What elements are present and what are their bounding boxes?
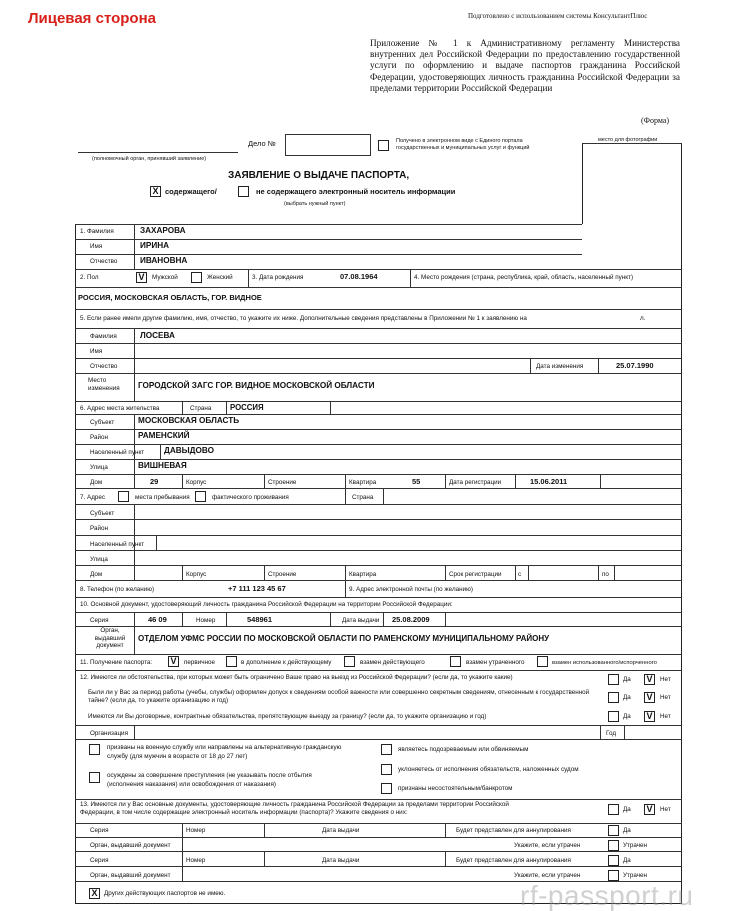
p1-authority-label: Орган, выдавший документ (90, 842, 171, 849)
o1-label: призваны на военную службу или направлены на альтернативную гражданскую службу (для мужчин в возрасте от 18 до 27 лет) (107, 744, 342, 760)
s7-apt-label: Квартира (349, 571, 377, 578)
electronic-checkbox[interactable] (378, 140, 389, 151)
dob-value: 07.08.1964 (340, 272, 378, 281)
col-line (134, 725, 135, 739)
appendix-text: Приложение № 1 к Административному регламенту Министерства внутренних дел Российской Федерации по предоставлению государственной услуги по оформлению и выдаче паспортов гражданина Российской Федерации, удостоверяющих личность гражданина Российской Федерации за пределами территории Российской Федерации (370, 38, 680, 93)
male-label: Мужской (152, 274, 178, 281)
q1-yes-checkbox[interactable] (608, 692, 619, 703)
col-line (383, 488, 384, 504)
col-line (345, 580, 346, 597)
q2-no-checkbox[interactable]: V (644, 711, 655, 722)
s12-q1: Были ли у Вас за период работы (учебы, службы) оформлен допуск к сведениям особой важности или совершенно секретным сведениям, отнесенным к государственной тайне? (если да, то укажите организацию и год) (88, 689, 590, 704)
q2-yes-checkbox[interactable] (608, 711, 619, 722)
o4-checkbox[interactable] (381, 764, 392, 775)
row-line (75, 343, 682, 344)
p1-cancel-label: Будет представлен для аннулирования (456, 827, 571, 834)
row-line (75, 488, 682, 489)
row-line (75, 580, 682, 581)
doc-number-value: 548961 (247, 615, 273, 624)
col-line (624, 725, 625, 739)
sex-label: 2. Пол (80, 274, 99, 281)
s12-yes-label: Да (623, 676, 631, 683)
case-label: Дело № (248, 139, 276, 148)
district-label: Район (90, 434, 108, 441)
subject-value: МОСКОВСКАЯ ОБЛАСТЬ (138, 416, 240, 425)
s5-label: 5. Если ранее имели другие фамилию, имя, отчество, то укажите их ниже. Дополнительные сведения представлены в Приложении № 1 к заявлению на (80, 315, 527, 322)
row-line (75, 866, 682, 867)
choose-note: (выбрать нужный пункт) (284, 201, 346, 207)
s7-house-label: Дом (90, 571, 103, 578)
phone-label: 8. Телефон (по желанию) (80, 586, 155, 593)
row-line (75, 799, 682, 800)
row-line (75, 565, 682, 566)
electronic-note: Получено в электронном виде с Единого портала государственных и муниципальных услуг и функций (396, 138, 530, 151)
p2-lost: Утрачен (623, 872, 648, 879)
row-line (75, 519, 682, 520)
pob-value: РОССИЯ, МОСКОВСКАЯ ОБЛАСТЬ, ГОР. ВИДНОЕ (78, 293, 262, 302)
district-value: РАМЕНСКИЙ (138, 431, 190, 440)
row-line (75, 612, 682, 613)
lost-label: взамен утраченного (466, 659, 525, 666)
change-date-value: 25.07.1990 (616, 361, 654, 370)
doc-series-label: Серия (90, 617, 109, 624)
dob-label: 3. Дата рождения (252, 274, 304, 281)
pob-label: 4. Место рождения (страна, республика, край, область, населенный пункт) (414, 274, 634, 281)
prev-surname-value: ЛОСЕВА (140, 331, 175, 340)
name-label: Имя (90, 243, 103, 250)
locality-label: Населенный пункт (90, 449, 145, 456)
email-label: 9. Адрес электронной почты (по желанию) (349, 586, 473, 593)
stay-checkbox[interactable] (118, 491, 129, 502)
form-title: ЗАЯВЛЕНИЕ О ВЫДАЧЕ ПАСПОРТА, (228, 170, 410, 181)
s10-label: 10. Основной документ, удостоверяющий личность гражданина Российской Федерации на территории Российской Федерации: (80, 601, 453, 608)
page-title: Лицевая сторона (28, 10, 156, 27)
authority-line (78, 152, 238, 153)
row-line (75, 254, 582, 255)
used-checkbox[interactable] (537, 656, 548, 667)
case-number-field[interactable] (285, 134, 371, 156)
row-line (75, 444, 682, 445)
actual-checkbox[interactable] (195, 491, 206, 502)
row-line (75, 550, 682, 551)
stay-label: места пребывания (135, 494, 190, 501)
row-line (75, 269, 682, 270)
used-label: взамен использованного/испорченного (552, 660, 657, 666)
o2-checkbox[interactable] (89, 772, 100, 783)
name-value: ИРИНА (140, 241, 170, 250)
s13-label: 13. Имеются ли у Вас основные документы, удостоверяющие личность гражданина Российской Федерации за пределами территории Российской Федерации, в том числе содержащие электронный носитель информации (паспорта)? Укажите сведения о них: (80, 801, 509, 816)
col-line (264, 851, 265, 866)
p1-lost-checkbox[interactable] (608, 840, 619, 851)
house-value: 29 (150, 477, 159, 486)
col-line (226, 401, 227, 414)
doc-authority-value: ОТДЕЛОМ УФМС РОССИИ ПО МОСКОВСКОЙ ОБЛАСТИ ПО РАМЕНСКОМУ МУНИЦИПАЛЬНОМУ РАЙОНУ (138, 634, 550, 643)
year-label: Год (606, 730, 617, 737)
row-line (75, 239, 582, 240)
p1-number-label: Номер (186, 827, 206, 834)
country-label: Страна (190, 405, 212, 412)
patronymic-label: Отчество (90, 258, 118, 265)
photo-top (582, 143, 682, 144)
photo-label: место для фотографии (598, 137, 658, 143)
s7-street-label: Улица (90, 556, 108, 563)
col-line (182, 866, 183, 881)
change-date-label: Дата изменения (536, 363, 584, 370)
row-line (75, 597, 682, 598)
change-place-value: ГОРОДСКОЙ ЗАГС ГОР. ВИДНОЕ МОСКОВСКОЙ ОБЛАСТИ (138, 381, 375, 390)
o1-checkbox[interactable] (89, 744, 100, 755)
col-line (264, 565, 265, 580)
s7-district-label: Район (90, 525, 108, 532)
row-line (75, 823, 682, 824)
col-line (182, 823, 183, 837)
col-line (383, 612, 384, 626)
change-place-label: Место изменения (88, 377, 120, 392)
prev-name-label: Имя (90, 348, 103, 355)
p2-series-label: Серия (90, 857, 109, 864)
row-line (75, 287, 682, 288)
p2-issue-label: Дата выдачи (322, 857, 360, 864)
surname-value: ЗАХАРОВА (140, 226, 186, 235)
col-line (134, 328, 135, 401)
col-line (445, 612, 446, 626)
s12-yes-checkbox[interactable] (608, 674, 619, 685)
o3-label: являетесь подозреваемым или обвиняемым (398, 746, 529, 753)
col-line (410, 269, 411, 287)
col-line (160, 444, 161, 459)
col-line (226, 612, 227, 626)
residence-label: 6. Адрес места жительства (80, 405, 160, 412)
p1-cancel-checkbox[interactable] (608, 825, 619, 836)
col-line (182, 474, 183, 488)
authority-note: (полномочный орган, принявший заявление) (92, 156, 207, 162)
p1-lost: Утрачен (623, 842, 648, 849)
s12-no-label: Нет (660, 676, 671, 683)
s13-no-checkbox[interactable]: V (644, 804, 655, 815)
col-line (614, 565, 615, 580)
col-line (598, 565, 599, 580)
doc-issue-label: Дата выдачи (342, 617, 380, 624)
containing-label: содержащего/ (165, 187, 217, 196)
p2-cancel-yes: Да (623, 857, 631, 864)
s7-locality-label: Населенный пункт (90, 541, 145, 548)
s12-q2: Имеются ли Вы договорные, контрактные обязательства, препятствующие выезду за границу? (если да, то укажите организацию и год) (88, 713, 487, 720)
s12-no-checkbox[interactable]: V (644, 674, 655, 685)
s7-country-label: Страна (352, 494, 374, 501)
no-other-label: Других действующих паспортов не имею. (104, 890, 226, 897)
s13-no-label: Нет (660, 806, 671, 813)
row-line (75, 414, 682, 415)
col-line (445, 474, 446, 488)
s13-yes-label: Да (623, 806, 631, 813)
row-line (75, 309, 682, 310)
col-line (515, 565, 516, 580)
no-other-checkbox[interactable]: X (89, 888, 100, 899)
row-line (75, 725, 682, 726)
q1-no-checkbox[interactable]: V (644, 692, 655, 703)
s11-label: 11. Получение паспорта: (80, 659, 153, 666)
row-line (75, 837, 682, 838)
prev-patronymic-label: Отчество (90, 363, 118, 370)
col-line (445, 851, 446, 866)
first-checkbox[interactable]: V (168, 656, 179, 667)
q1-yes-label: Да (623, 694, 631, 701)
s12-label: 12. Имеются ли обстоятельства, при которых может быть ограничено Ваше право на выезд из Российской Федерации? (если да, то укажите какие) (80, 674, 513, 681)
lost-checkbox[interactable] (450, 656, 461, 667)
col-line (182, 837, 183, 851)
o4-label: уклоняетесь от исполнения обязательств, наложенных судом (398, 766, 579, 773)
p1-series-label: Серия (90, 827, 109, 834)
s7-subject-label: Субъект (90, 510, 115, 517)
col-line (330, 612, 331, 626)
locality-value: ДАВЫДОВО (164, 446, 214, 455)
row-line (75, 670, 682, 671)
building-label: Строение (268, 479, 297, 486)
col-line (600, 474, 601, 488)
s13-yes-checkbox[interactable] (608, 804, 619, 815)
p1-issue-label: Дата выдачи (322, 827, 360, 834)
o3-checkbox[interactable] (381, 744, 392, 755)
reg-period-label: Срок регистрации (449, 571, 502, 578)
q2-no-label: Нет (660, 713, 671, 720)
reg-date-label: Дата регистрации (449, 479, 502, 486)
s7-label: 7. Адрес (80, 494, 106, 501)
street-value: ВИШНЕВАЯ (138, 461, 187, 470)
row-line (75, 851, 682, 852)
col-line (182, 565, 183, 580)
col-line (264, 823, 265, 837)
street-label: Улица (90, 464, 108, 471)
p1-lost-label: Укажите, если утрачен (514, 842, 581, 849)
row-line (75, 328, 682, 329)
reg-date-value: 15.06.2011 (530, 477, 568, 486)
row-line (75, 654, 682, 655)
patronymic-value: ИВАНОВНА (140, 256, 188, 265)
source-note: Подготовлено с использованием системы КонсультантПлюс (468, 12, 648, 20)
col-line (182, 401, 183, 414)
row-line (75, 401, 682, 402)
male-checkbox[interactable]: V (136, 272, 147, 283)
col-line (598, 358, 599, 373)
row-line (75, 224, 582, 225)
p2-number-label: Номер (186, 857, 206, 864)
not-containing-label: не содержащего электронный носитель информации (256, 187, 456, 196)
col-line (345, 488, 346, 504)
s7-korpus-label: Корпус (186, 571, 207, 578)
actual-label: фактического проживания (212, 494, 289, 501)
doc-authority-label: Орган, выдавший документ (94, 627, 126, 649)
addition-label: в дополнение к действующему (241, 659, 332, 666)
col-line (345, 474, 346, 488)
col-line (182, 851, 183, 866)
subject-label: Субъект (90, 419, 115, 426)
p2-cancel-label: Будет представлен для аннулирования (456, 857, 571, 864)
row-line (75, 474, 682, 475)
col-line (528, 565, 529, 580)
house-label: Дом (90, 479, 103, 486)
col-line (264, 474, 265, 488)
o5-label: признаны несостоятельным/банкротом (398, 785, 513, 792)
q1-no-label: Нет (660, 694, 671, 701)
p1-cancel-yes: Да (623, 827, 631, 834)
doc-number-label: Номер (196, 617, 216, 624)
col-line (182, 612, 183, 626)
col-line (345, 565, 346, 580)
replace-label: взамен действующего (360, 659, 425, 666)
addition-checkbox[interactable] (226, 656, 237, 667)
s5-pages: л. (640, 315, 646, 322)
row-line (75, 358, 682, 359)
o5-checkbox[interactable] (381, 783, 392, 794)
containing-checkbox[interactable]: X (150, 186, 161, 197)
doc-series-value: 46 09 (148, 615, 167, 624)
org-label: Организация (90, 730, 128, 737)
not-containing-checkbox[interactable] (238, 186, 249, 197)
col-line (530, 358, 531, 373)
row-line (75, 504, 682, 505)
col-line (445, 823, 446, 837)
row-line (75, 739, 682, 740)
col-line (515, 474, 516, 488)
first-label: первичное (184, 659, 216, 666)
col-line (445, 565, 446, 580)
korpus-label: Корпус (186, 479, 207, 486)
female-label: Женский (207, 274, 233, 281)
col-line (248, 269, 249, 287)
row-line (75, 626, 682, 627)
row-line (75, 535, 682, 536)
doc-issue-value: 25.08.2009 (392, 615, 430, 624)
col-line (600, 725, 601, 739)
phone-value: +7 111 123 45 67 (228, 584, 286, 593)
col-line (156, 535, 157, 550)
q2-yes-label: Да (623, 713, 631, 720)
row-line (75, 459, 682, 460)
form-label: (Форма) (641, 116, 670, 125)
to-label: по (602, 571, 609, 578)
surname-label: 1. Фамилия (80, 228, 114, 235)
replace-checkbox[interactable] (344, 656, 355, 667)
p2-lost-label: Укажите, если утрачен (514, 872, 581, 879)
col-line (134, 224, 135, 269)
prev-surname-label: Фамилия (90, 333, 117, 340)
watermark: rf-passport.ru (520, 880, 694, 911)
apt-value: 55 (412, 477, 421, 486)
row-line (75, 373, 682, 374)
o2-label: осуждены за совершение преступления (не указывать после отбытия (исполнения наказания) или освобождения от наказания) (107, 772, 312, 788)
p2-cancel-checkbox[interactable] (608, 855, 619, 866)
country-value: РОССИЯ (230, 403, 264, 412)
col-line (330, 401, 331, 414)
row-line (75, 429, 682, 430)
from-label: с (518, 571, 522, 578)
col-line (134, 612, 135, 654)
female-checkbox[interactable] (191, 272, 202, 283)
p2-authority-label: Орган, выдавший документ (90, 872, 171, 879)
apt-label: Квартира (349, 479, 377, 486)
s7-building-label: Строение (268, 571, 297, 578)
